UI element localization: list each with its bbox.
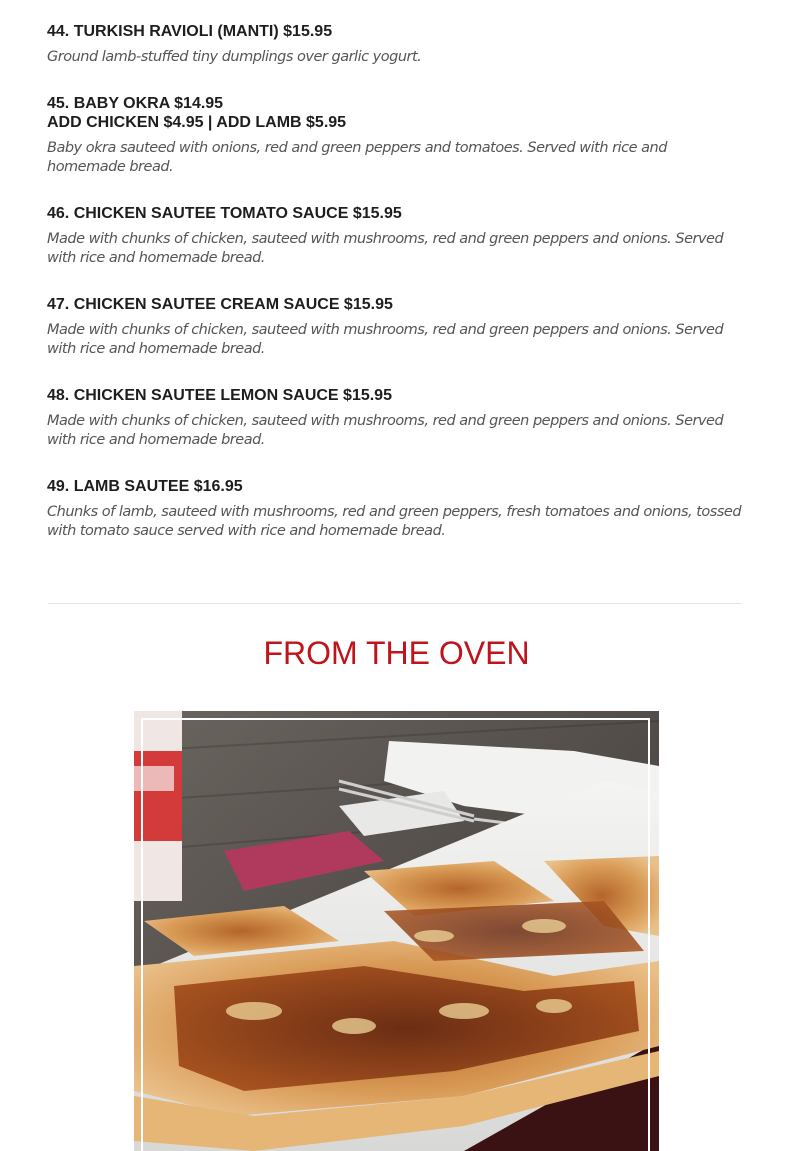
menu-item-name-price: 47. CHICKEN SAUTEE CREAM SAUCE $15.95 [47, 296, 393, 313]
menu-item [47, 22, 747, 67]
pide-flatbread-photo [134, 711, 659, 1151]
menu-item-title [47, 22, 747, 41]
menu-item-addons: ADD CHICKEN $4.95 | ADD LAMB $5.95 [47, 114, 347, 131]
menu-item [47, 295, 747, 359]
menu-item-description: Made with chunks of chicken, sauteed with mushrooms, red and green peppers and onions. Served with rice and homemade bread. [47, 231, 724, 266]
menu-item-name-price: 44. TURKISH RAVIOLI (MANTI) $15.95 [47, 23, 333, 40]
menu-item-description: Chunks of lamb, sauteed with mushrooms, red and green peppers, fresh tomatoes and onions, tossed with tomato sauce served with rice and homemade bread. [47, 504, 742, 539]
menu-item-name-price: 46. CHICKEN SAUTEE TOMATO SAUCE $15.95 [47, 205, 402, 222]
pide-photo-illustration [134, 711, 659, 1151]
menu-item-title [47, 477, 747, 496]
menu-item [47, 94, 747, 177]
menu-item-description: Ground lamb-stuffed tiny dumplings over garlic yogurt. [47, 49, 422, 65]
menu-item-name-price: 45. BABY OKRA $14.95 [47, 95, 224, 112]
menu-item [47, 204, 747, 268]
menu-item [47, 386, 747, 450]
menu-item-title [47, 204, 747, 223]
menu-item-description: Baby okra sauteed with onions, red and green peppers and tomatoes. Served with rice and homemade bread. [47, 140, 667, 175]
menu-item-title [47, 386, 747, 405]
section-divider [48, 603, 742, 604]
menu-item-description: Made with chunks of chicken, sauteed with mushrooms, red and green peppers and onions. Served with rice and homemade bread. [47, 322, 724, 357]
menu-list [47, 22, 747, 568]
menu-item-name-price: 49. LAMB SAUTEE $16.95 [47, 478, 243, 495]
menu-item-description: Made with chunks of chicken, sauteed with mushrooms, red and green peppers and onions. Served with rice and homemade bread. [47, 413, 724, 448]
menu-item-title [47, 295, 747, 314]
menu-item-title [47, 94, 747, 132]
section-title: FROM THE OVEN [263, 635, 530, 671]
menu-item-name-price: 48. CHICKEN SAUTEE LEMON SAUCE $15.95 [47, 387, 392, 404]
menu-item [47, 477, 747, 541]
